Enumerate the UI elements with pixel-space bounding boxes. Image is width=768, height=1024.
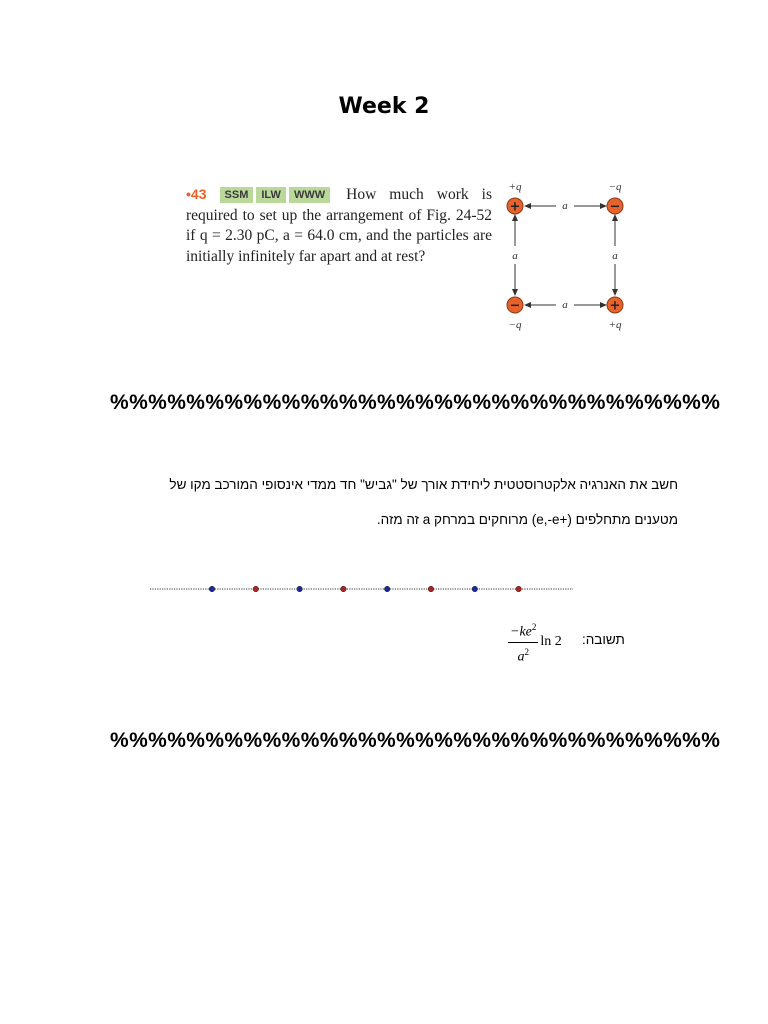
answer-numerator-exponent: 2 bbox=[531, 622, 537, 632]
problem-text: How much work is required to set up the arrangement of Fig. 24-52 if q = 2.30 pC, a = 64.0 cm, and the particles are initially infinitely far apart and at rest? bbox=[186, 186, 493, 265]
answer-denominator: a bbox=[517, 649, 525, 665]
question-line-1: חשב את האנרגיה אלקטרוסטטית ליחידת אורך של "גביש" חד ממדי אינסופי המורכב מקו של bbox=[169, 477, 678, 492]
side-label-left: a bbox=[512, 250, 518, 262]
positive-charge-dot bbox=[516, 586, 522, 592]
badge-ssm: SSM bbox=[220, 187, 254, 203]
positive-charge-dot bbox=[341, 586, 347, 592]
answer-numerator: −ke bbox=[510, 624, 532, 640]
badge-www: WWW bbox=[289, 187, 330, 203]
positive-charge-dot bbox=[428, 586, 434, 592]
charge-top-left bbox=[507, 198, 523, 215]
answer-fraction bbox=[508, 618, 538, 666]
charge-label-bottom-left: −q bbox=[508, 319, 522, 331]
side-label-top: a bbox=[562, 200, 568, 212]
question-line-2: מטענים מתחלפים (+e,-e) מרוחקים במרחק a זה מזה. bbox=[376, 512, 678, 527]
charge-sign: + bbox=[609, 298, 621, 314]
negative-charge-dot bbox=[472, 586, 478, 592]
charge-label-bottom-right: +q bbox=[608, 319, 622, 331]
separator-top: %%%%%%%%%%%%%%%%%%%%%%%%%%%%%%%% bbox=[110, 391, 721, 414]
charge-label-top-left: +q bbox=[508, 181, 522, 193]
charge-label-top-right: −q bbox=[608, 181, 622, 193]
answer-formula bbox=[508, 618, 562, 666]
charge-bottom-right bbox=[607, 297, 623, 314]
page-title: Week 2 bbox=[338, 94, 430, 119]
negative-charge-dot bbox=[209, 586, 215, 592]
charge-bottom-left bbox=[507, 297, 523, 314]
charge-sign: − bbox=[609, 199, 621, 215]
negative-charge-dot bbox=[384, 586, 390, 592]
charge-top-right bbox=[607, 198, 623, 215]
problem-number: •43 bbox=[186, 186, 207, 202]
separator-bottom: %%%%%%%%%%%%%%%%%%%%%%%%%%%%%%%% bbox=[110, 729, 721, 752]
side-label-bottom: a bbox=[562, 299, 568, 311]
charge-chain bbox=[150, 582, 575, 596]
side-label-right: a bbox=[612, 250, 618, 262]
charge-sign: − bbox=[509, 298, 521, 314]
badge-ilw: ILW bbox=[256, 187, 286, 203]
answer-log-term: ln 2 bbox=[540, 634, 562, 650]
charge-square-figure bbox=[500, 178, 640, 338]
answer-label: תשובה: bbox=[582, 632, 625, 647]
charge-sign: + bbox=[509, 199, 521, 215]
positive-charge-dot bbox=[253, 586, 259, 592]
problem-statement bbox=[186, 184, 492, 267]
answer-denominator-exponent: 2 bbox=[524, 646, 529, 657]
negative-charge-dot bbox=[297, 586, 303, 592]
